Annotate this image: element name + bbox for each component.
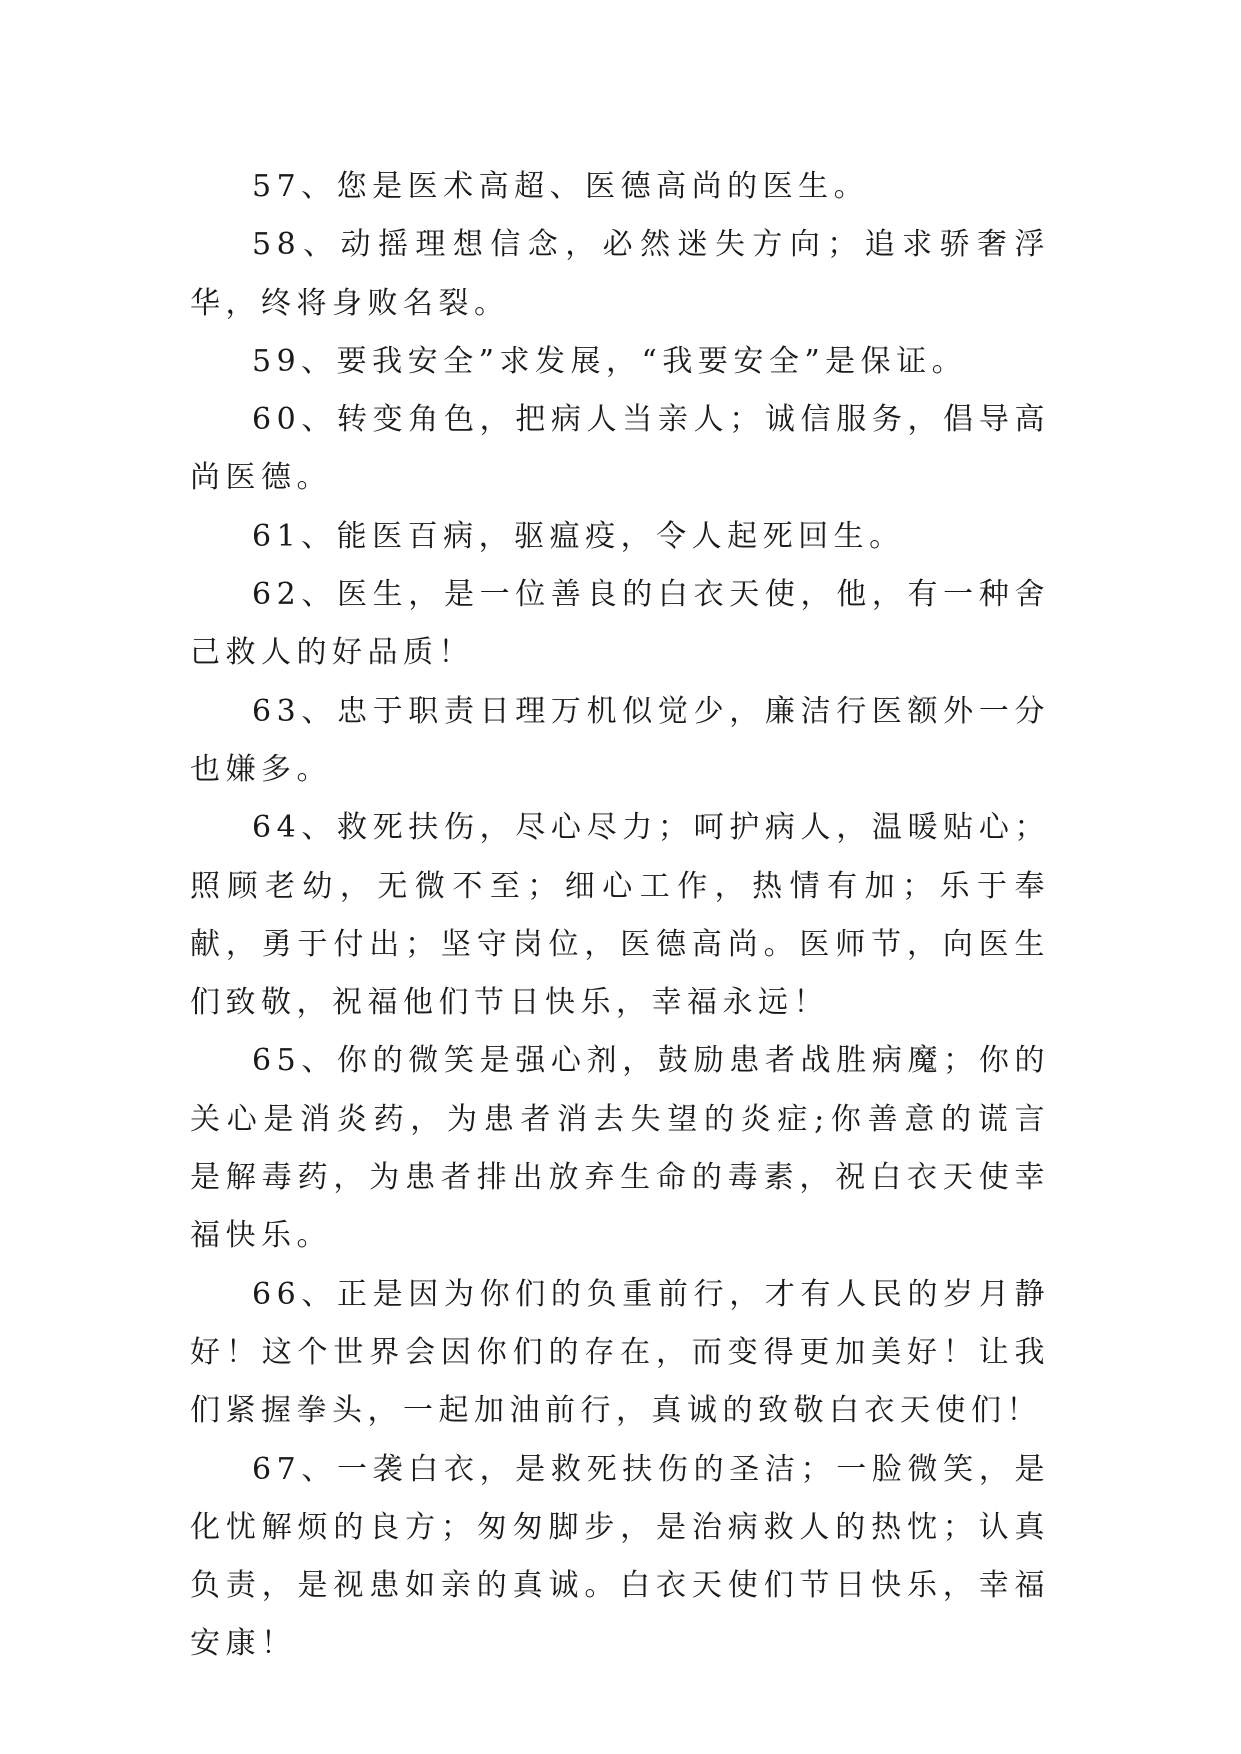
paragraph-66: 66、正是因为你们的负重前行，才有人民的岁月静好！这个世界会因你们的存在，而变得更加美好！让我们紧握拳头，一起加油前行，真诚的致敬白衣天使们！ [190, 1276, 1050, 1429]
paragraph-64: 64、救死扶伤，尽心尽力；呵护病人，温暖贴心；照顾老幼，无微不至；细心工作，热情有加；乐于奉献，勇于付出；坚守岗位，医德高尚。医师节，向医生们致敬，祝福他们节日快乐，幸福永远！ [190, 810, 1050, 1021]
paragraph-58: 58、动摇理想信念，必然迷失方向；追求骄奢浮华，终将身败名裂。 [190, 227, 1050, 321]
paragraph-59: 59、要我安全”求发展，“我要安全”是保证。 [252, 343, 968, 379]
paragraph-63: 63、忠于职责日理万机似觉少，廉洁行医额外一分也嫌多。 [190, 693, 1050, 787]
paragraph-61: 61、能医百病，驱瘟疫，令人起死回生。 [252, 518, 905, 554]
paragraph-62: 62、医生，是一位善良的白衣天使，他，有一种舍己救人的好品质！ [190, 577, 1050, 671]
paragraph-57: 57、您是医术高超、医德高尚的医生。 [252, 169, 870, 204]
document-body [190, 158, 1050, 1674]
paragraph-67: 67、一袭白衣，是救死扶伤的圣洁；一脸微笑，是化忧解烦的良方；匆匆脚步，是治病救人的热忱；认真负责，是视患如亲的真诚。白衣天使们节日快乐，幸福安康！ [190, 1451, 1050, 1662]
paragraph-60: 60、转变角色，把病人当亲人；诚信服务，倡导高尚医德。 [190, 402, 1050, 496]
paragraph-65: 65、你的微笑是强心剂，鼓励患者战胜病魔；你的关心是消炎药，为患者消去失望的炎症;你善意的谎言是解毒药，为患者排出放弃生命的毒素，祝白衣天使幸福快乐。 [190, 1043, 1050, 1254]
